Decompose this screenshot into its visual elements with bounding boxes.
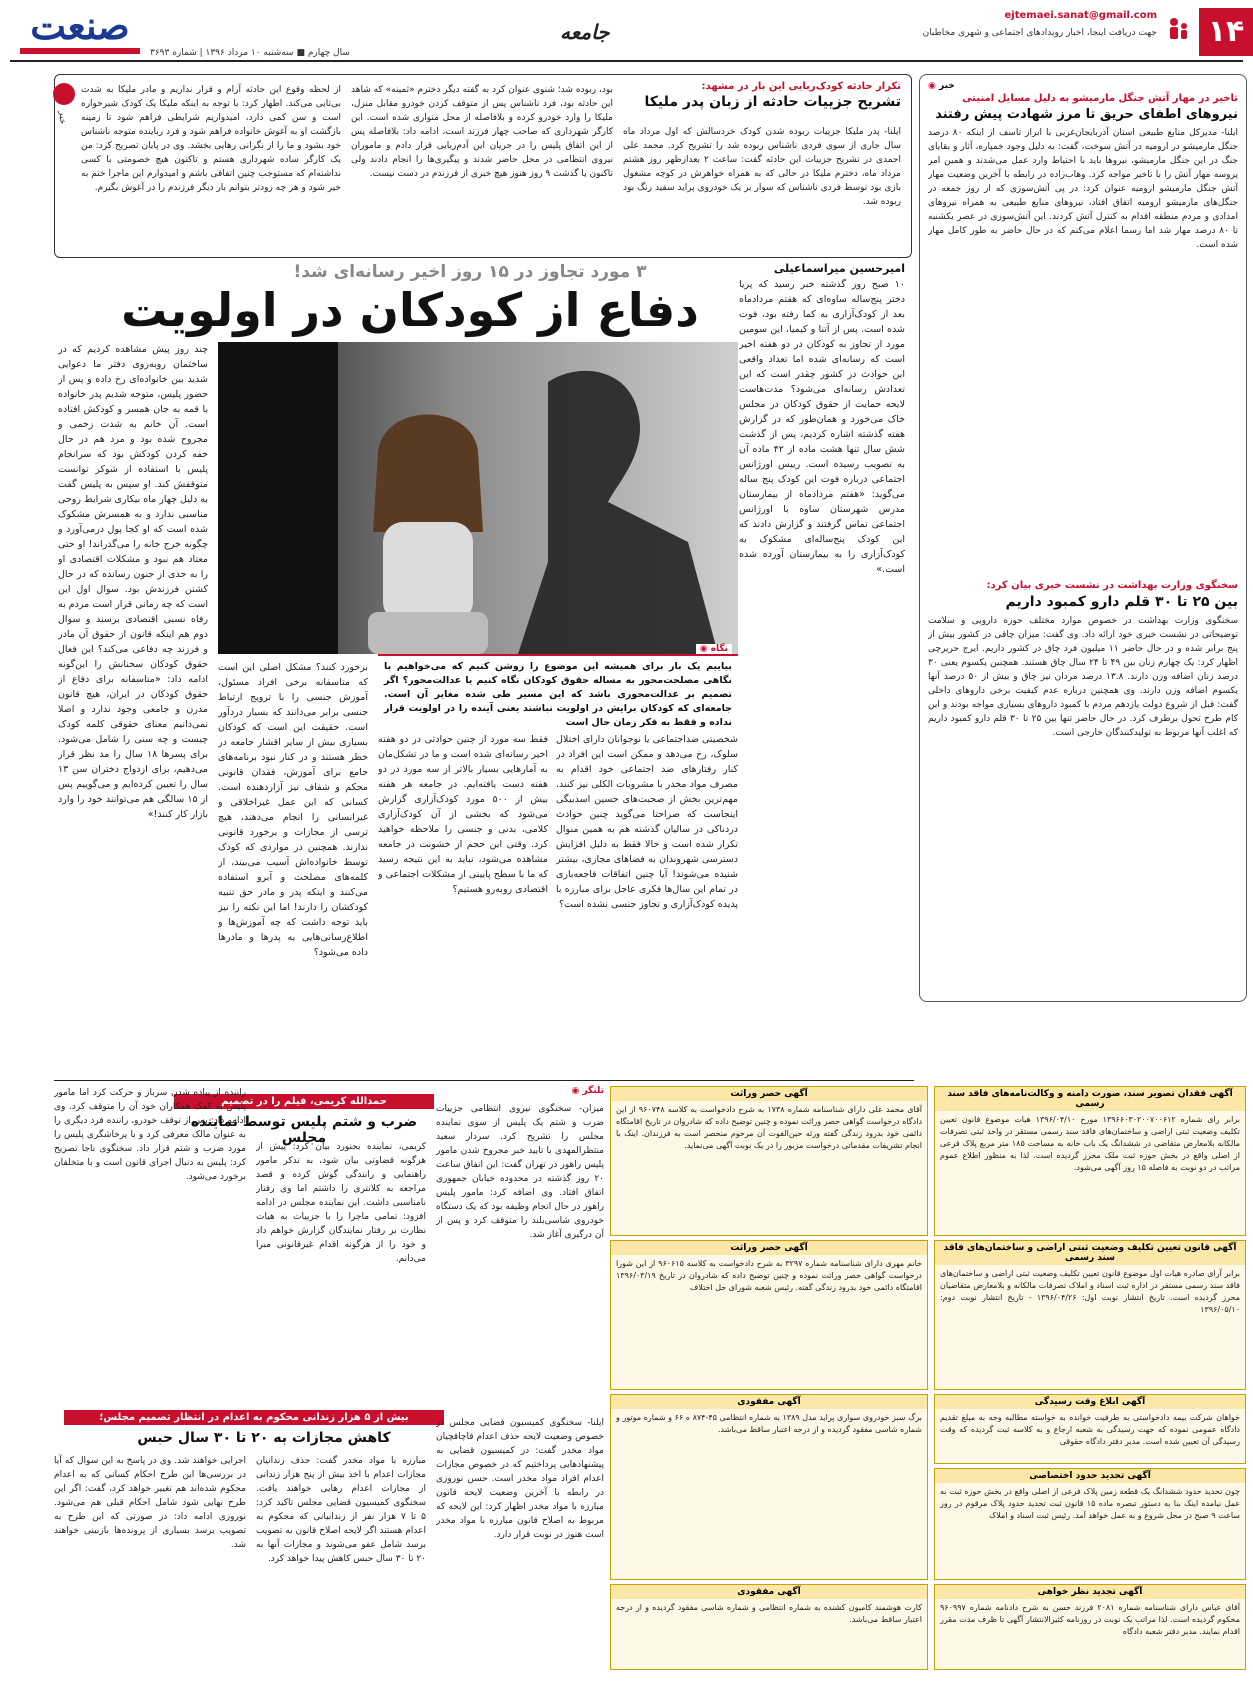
main-headline: دفاع از کودکان در اولویت (121, 283, 699, 337)
sidebar-second-body: سخنگوی وزارت بهداشت در خصوص موارد مختلف حوزه دارویی و سلامت توضیحاتی در نشست خبری خود ارائه داد. وی گفت: میزان چاقی در کشور بیش از پنج برابر شده و در حال حاضر ۱۱ میلیون فرد چاق در کشور داریم. ایرج حریرچی اظهار کرد: یک چهارم زنان بین ۴۹ تا ۲۴ سال چاق هستند. همچنین یکسوم یعنی ۳۰ درصد زنان اضافه وزن دارند. ۱۳.۸ درصد مردان نیز چاق و بیش از ۵۰ درصد آنها یکسوم اضافه وزن دارند. وی همچنین درباره عدم کیفیت برخی داروهای داخلی گفت: قبل از شروع دولت یازدهم مردم با کمبود داروهای بسیاری مواجه بودند و این کام طرح تحول برطرف کرد. در حال حاضر تنها بین ۲۵ تا ۳۰ قلم دارو کمبود داریم که اغلب آنها مربوط به تولیدکنندگان خارجی است. (928, 616, 1238, 738)
ad-title: آگهی حصر وراثت (611, 1241, 927, 1255)
news-icon: ◉ (928, 81, 936, 91)
ad-body: خانم مهری دارای شناسنامه شماره ۳۲۹۷ به شرح دادخواست به کلاسه ۹۶۰۶۱۵ از این شورا درخواست گواهی حصر وراثت نموده و چنین توضیح داده که شادروان در تاریخ ۱۳۹۶/۰۳/۱۹ اقامتگاه دائمی خود بدرود زندگی گفته. رئیس شعبه شورای حل اختلاف (616, 1259, 922, 1292)
header-email[interactable]: ejtemaei.sanat@gmail.com (1004, 10, 1157, 21)
top-news-box (54, 74, 912, 258)
main-photo (218, 342, 738, 654)
ad-body: آقای محمد علی دارای شناسنامه شماره ۱۷۳۸ به شرح دادخواست به کلاسه ۹۶۰۷۴۸ از این دادگاه درخواست گواهی حصر وراثت نموده و چنین توضیح داده که شادروان در تاریخ اقامتگاه دائمی خود بدرود زندگی گفته ورثه حین‌الفوت آن مرحوم منحصر است به فرزندان. اینک با انجام تشریفات مقدماتی درخواست مزبور را در یک نوبت آگهی می‌نماید. (616, 1105, 922, 1150)
story1-kicker: حمدالله کریمی، فیلم را در تصمیم (174, 1094, 434, 1109)
top-news-headline: تشریح جزییات حادثه از زبان پدر ملیکا (644, 94, 901, 110)
page-number-badge: ۱۴ (1199, 8, 1253, 56)
top-news-col3: از لحظه وقوع این حادثه آرام و قرار نداریم و مادر ملیکا به شدت بی‌تابی می‌کند. اظهار کرد: با توجه به اینکه ملیکا یک کودک شیرخواره است و سن کمی دارد، امیدواریم شرایطی فراهم شود تا زمینه بازگشت او به آغوش خانواده فراهم شود و فرد رباینده متوجه ناشناس خود بشود و ما را از نگرانی رهایی بخشد. وی در پایان تصریح کرد: من یک کارگر ساده شهرداری هستم و تاکنون هیچ خصومتی با کسی نداشته‌ام که مستوجب چنین اتفاقی باشم و امیدوارم این ماجرا ختم به خیر شود و هر چه زودتر بتوانم بار دیگر فرزندم را در آغوش بگیرم. (81, 85, 341, 193)
main-kicker: ۳ مورد تجاوز در ۱۵ روز اخیر رسانه‌ای شد! (293, 262, 647, 282)
ad-title: آگهی فقدان تصویر سند، صورت دامنه و وکالت‌نامه‌های فاقد سند رسمی (935, 1087, 1245, 1111)
eye-icon: ◉ (699, 644, 708, 654)
ad-box (934, 1468, 1246, 1580)
section-title: جامعه (560, 20, 610, 44)
main-byline-column (739, 262, 905, 952)
ads-section (610, 1086, 1246, 1676)
caption-label (696, 644, 732, 654)
story1-col2: کریمی، نماینده بجنورد بیان کرد: پیش از هرگونه قضاوتی بیان شود، به تذکر مامور راهنمایی و رانندگی گوش کرده و قصد مراجعه به کلانتری را داشتم اما وی رفتار نامناسبی داشت. این نماینده مجلس در ادامه افزود: تمامی ماجرا را با جزییات به هیات نظارت بر رفتار نمایندگان گزارش خواهم داد و خود را از هرگونه اقدام غیرقانونی مبرا می‌دانم. (256, 1142, 426, 1264)
sidebar-news (919, 74, 1247, 1002)
ad-box (934, 1240, 1246, 1390)
sidebar-headline: نیروهای اطفای حریق تا مرز شهادت پیش رفتند (935, 107, 1238, 122)
section-icon (1165, 16, 1191, 46)
ad-box (610, 1584, 928, 1670)
story1-col1: میزان- سخنگوی نیروی انتظامی جزییات ضرب و شتم یک پلیس از سوی نماینده مجلس را تشریح کرد. سردار سعید منتظرالمهدی با تایید خبر مجروح شدن مامور پلیس راهور در تهران گفت: این اتفاق ساعت ۲۰ روز گذشته در محدوده خیابان جمهوری اتفاق افتاد. وی اضافه کرد: مامور پلیس راهور در حال انجام وظیفه بود که یک دستگاه خودروی شاسی‌بلند را متوقف کرد و پس از آن درگیری آغاز شد. (436, 1104, 604, 1240)
story1-col3: راننده از پیاده شدن سرباز و حرکت کرد اما مامور پلیس به کمک همکاران خود آن را متوقف کرد. وی ادامه داد: پس از توقف خودرو، راننده فرد دیگری را به عنوان مالک معرفی کرد و با پرخاشگری پلیس را مورد ضرب و شتم قرار داد. سخنگوی ناجا تصریح کرد: پلیس به دنبال اجرای قانون است و با متخلفان برخورد می‌شود. (54, 1088, 246, 1182)
top-news-col2: بود، ربوده شد؛ شنوی عنوان کرد به گفته دیگر دخترم «ثمینه» که شاهد این حادثه بود، فرد ناشناس پس از متوقف کردن خودرو مقابل منزل، ملیکا را وارد خودرو کرده و بلافاصله از محل متواری شده است. این کارگر شهرداری که صاحب چهار فرزند است، ادامه داد: بلافاصله پس از این اتفاق پلیس را در جریان این آدم‌ربایی قرار دادم و ماموران نیروی انتظامی در محل حاضر شدند و پیگیری‌ها را انجام دادند ولی تاکنون یا گذشت ۹ روز هنوز هیچ خبری از فرزندم در دست نیست. (351, 85, 613, 179)
main-col-left-a: شخصیتی ضداجتماعی یا نوجوانان دارای اختلال سلوک، رخ می‌دهد و ممکن است این افراد در کنار رفتارهای ضد اجتماعی خود اقدام به مصرف مواد مخدر یا مشروبات الکلی نیز کنند. مهم‌ترین بخش از صحبت‌های حسین اسدبیگی اینجاست که صراحتا می‌گوید چنین حوادث دردناکی در سالیان گذشته هم به همین منوال تکرار شده است و حالا فقط به دلیل افزایش دسترسی شهروندان به فضاهای مجازی، بیشتر شنیده می‌شوند! آیا چنین اتفاقات فاجعه‌باری در تمام این سال‌ها فکری عاجل برای مبارزه با پدیده کودک‌آزاری و تجاوز جنسی نشده است؟ (556, 734, 738, 910)
sidebar-second-headline: بین ۲۵ تا ۳۰ قلم دارو کمبود داریم (1005, 594, 1238, 610)
newspaper-logo (20, 4, 140, 58)
ad-title: آگهی مفقودی (611, 1395, 927, 1409)
top-news-icon (53, 83, 75, 105)
ad-title: آگهی ابلاغ وقت رسیدگی (935, 1395, 1245, 1409)
ad-body: چون تحدید حدود ششدانگ یک قطعه زمین پلاک فرعی از اصلی واقع در بخش حوزه ثبت به عمل نیامده اینک بنا به دستور تبصره ماده ۱۵ قانون ثبت تحدید حدود پلاک مرقوم در روز ساعت ۹ صبح در محل شروع و به عمل خواهد آمد. رئیس ثبت اسناد و املاک (940, 1487, 1240, 1520)
ad-body: برابر رای شماره ۱۳۹۶۶۰۳۰۲۰۰۷۰۰۶۱۲ مورخ ۱۳۹۶/۰۴/۱۰ هیات موضوع قانون تعیین تکلیف وضعیت ثبتی اراضی و ساختمان‌های فاقد سند رسمی مستقر در واحد ثبتی تصرفات مالکانه بلامعارض متقاضی در ششدانگ یک باب خانه به مساحت ۱۸۵ متر مربع پلاک فرعی از اصلی واقع در بخش حوزه ثبت ملک محرز گردیده است. لذا به منظور اطلاع عموم مراتب در دو نوبت به فاصله ۱۵ روز آگهی می‌شود. (940, 1115, 1241, 1172)
header-tagline: جهت دریافت اینجا، اخبار رویدادهای اجتماعی و شهری مخاطبان (922, 28, 1157, 38)
ad-box (934, 1394, 1246, 1464)
ad-box (610, 1240, 928, 1390)
sidebar-body: ایلنا- مدیرکل منابع طبیعی استان آذربایجان‌غربی با ابراز تاسف از اینکه ۸۰ درصد جنگل مارمیشو در ارومیه در آتش سوخت، گفت: به دلیل وجود خمپاره، آثار و بقایای جنگ در این جنگل مارمیشو، نیروها باید با احتیاط وارد عمل می‌شدند و همین امر پروسه مهار آتش را با تاخیر مواجه کرد. وهاب‌زاده در رابطه با آخرین وضعیت مهار آتش جنگل مارمیشو ارومیه عنوان کرد: در پی آتش‌سوزی که از روز جمعه در جنگل‌های مارمیشو ارومیه اتفاق افتاد، نیروهای منابع طبیعی به همراه نیروهای امدادی و مردم منطقه اقدام به کنترل آتش کردند. این آتش‌سوزی در عصر یکشنبه تا ۸۰ درصد مهار شد اما رسما اعلام می‌کنم که در حال حاضر به طور کامل مهار شده است. (928, 128, 1238, 250)
story2-kicker: بیش از ۵ هزار زندانی محکوم به اعدام در انتظار تصمیم مجلس؛ (64, 1410, 444, 1425)
ad-body: آقای عباس دارای شناسنامه شماره ۲۰۸۱ فرزند حسن به شرح دادنامه شماره ۹۶۰۹۹۷ محکوم گردیده است. لذا مراتب یک نوبت در روزنامه کثیرالانتشار آگهی تا ظرف مدت مقرر اقدام نمایند. مدیر دفتر شعبه دادگاه (940, 1603, 1240, 1636)
story2-col3: اجرایی خواهند شد. وی در پاسخ به این سوال که آیا در بررسی‌ها این طرح احکام کسانی که به اعدام محکوم شده‌اند هم تغییر خواهد کرد، گفت: اگر این طرح نهایی شود شامل احکام قبلی هم می‌شود. نوروزی ادامه داد: در صورتی که این طرح به تصویب برسد بسیاری از پرونده‌ها بازبینی خواهند شد. (54, 1456, 246, 1550)
logo-text: صنعت (30, 3, 130, 48)
top-news-col1: ایلنا- پدر ملیکا جزییات ربوده شدن کودک خردسالش که اول مرداد ماه سال جاری از سوی فردی ناشناس ربوده شد را تشریح کرد. محمد علی احمدی در تشریح جزییات این حادثه گفت: ساعت ۲ بعدازظهر روز هشتم مرداد ماه، دخترم ملیکا در حالی که به همراه خواهرش در کوچه مشغول بازی بود توسط فردی ناشناس که سوار بر یک خودروی پراید سفید رنگ بود ربوده شد. (623, 127, 901, 207)
story2-col1: ایلنا- سخنگوی کمیسیون قضایی مجلس در خصوص وضعیت لایحه حذف اعدام قاچاقچیان مواد مخدر گفت: در کمیسیون قضایی به پیشنهادهایی پرداختیم که در خصوص مجازات اعدام افراد مواد مخدر است. حسن نوروزی در رابطه با آخرین وضعیت لایحه قانون مبارزه با مواد مخدر اظهار کرد: این لایحه که مربوط به اصلاح قانون مبارزه با مواد مخدر است هنوز در نوبت قرار دارد. (436, 1418, 604, 1540)
bell-icon: ◉ (571, 1086, 580, 1096)
ad-body: برابر آرای صادره هیات اول موضوع قانون تعیین تکلیف وضعیت ثبتی اراضی و ساختمان‌های فاقد سند رسمی مستقر در اداره ثبت اسناد و املاک تصرفات مالکانه و بلامعارض متقاضیان محرز گردیده است. تاریخ انتشار نوبت اول: ۱۳۹۶/۰۴/۲۶ - تاریخ انتشار نوبت دوم: ۱۳۹۶/۰۵/۱۰ (940, 1269, 1240, 1314)
sidebar-kicker: تاخیر در مهار آتش جنگل مارمیشو به دلیل مسایل امنیتی (962, 93, 1238, 104)
ad-title: آگهی تحدید حدود اختصاصی (935, 1469, 1245, 1483)
ad-box (934, 1584, 1246, 1670)
ad-box (610, 1394, 928, 1580)
ad-title: آگهی قانون تعیین تکلیف وضعیت ثبتی اراضی و ساختمان‌های فاقد سند رسمی (935, 1241, 1245, 1265)
top-news-side-label: خبر (57, 111, 67, 125)
ad-title: آگهی تجدید نظر خواهی (935, 1585, 1245, 1599)
caption-text: بیاییم یک بار برای همیشه این موضوع را روشن کنیم که می‌خواهیم با نگاهی مصلحت‌محور به مساله حقوق کودکان نگاه کنیم یا عدالت‌محور؟ اگر تصمیم بر عدالت‌محوری باشد که این مسیر طی شده مغایر آن است. جامعه‌ای که کودکان برایش در اولویت نباشند یعنی آینده را در اولویت قرار نداده و فقط به فکر زمان حال است (384, 661, 732, 728)
ad-title: آگهی حصر وراثت (611, 1087, 927, 1101)
ad-title: آگهی مفقودی (611, 1585, 927, 1599)
main-col-mid: برخورد کنند؟ مشکل اصلی این است که متاسفانه برخی افراد مسئول، آموزش جنسی را با ترویج ارتباط جنسی برابر می‌دانند که بسیار دردآور است. حقیقت این است که کودکان بسیاری بیش از سایر اقشار جامعه در خطر هستند و در کنار نبود برنامه‌های جامع برای آموزش، فقدان قانونی محکم و شفاف نیز آزاردهنده است. کسانی که این عمل غیراخلاقی و غیرانسانی را انجام می‌دهند، هیچ ترسی از مجازات و برخورد قانونی ندارند. همچنین در مواردی که کودک توسط خانواده‌اش آسیب می‌بیند، از کلمه‌های مصلحت و آبرو استفاده می‌کنند و اینکه پدر و مادر حق تنبیه کودکشان را دارند! اما این نکته را نیز باید توجه داشت که چه آموزش‌ها و اطلاع‌رسانی‌هایی به پدرها و مادرها داده می‌شود؟ (218, 662, 368, 958)
main-col-left-b: فقط سه مورد از چنین حوادثی در دو هفته اخیر رسانه‌ای شده است و ما در تشکل‌مان به آمارهایی بسیار بالاتر از سه مورد در دو هفته دست یافته‌ایم. در جامعه هر هفته بیش از ۵۰۰ مورد کودک‌آزاری گزارش می‌شود که بخشی از آن کودک‌آزاری کلامی، بدنی و جنسی را ملاحظه خواهید کرد. وقتی این حجم از خشونت در جامعه مشاهده می‌شود، نباید به این نتیجه رسید که ما با سطح پایینی از مشکلات اجتماعی و اقتصادی روبه‌رو هستیم؟ (378, 734, 548, 895)
ad-body: کارت هوشمند کامیون کشنده به شماره انتظامی و شماره شاسی مفقود گردیده و از درجه اعتبار ساقط می‌باشد. (616, 1603, 922, 1624)
sidebar-label-text: خبر (939, 81, 955, 91)
bottom-news-label (571, 1086, 604, 1096)
story2-headline: کاهش مجازات به ۲۰ تا ۳۰ سال حبس (137, 1430, 391, 1446)
main-col-right: چند روز پیش مشاهده کردیم که در ساختمان روبه‌روی دفتر ما دعوایی شدید بین خانواده‌ای رخ داده و پس از حضور پلیس، متوجه شدیم پدر خانواده با قمه به جان همسر و کودکش افتاده است. آن خانم به شدت زخمی و مجروح شده بود و مرد هم در حال خفه کردن کودکش بود که سرانجام پلیس با استفاده از شوکر توانست متوقفش کند. او سپس به پلیس گفت به دلیل چهار ماه بیکاری شرایط روحی مناسبی ندارد و به همسرش مشکوک شده است که او کجا پول درمی‌آورد و چگونه خرج خانه را می‌گذراند! او حتی معتاد هم نبود و مشکلات اقتصادی او را به حدی از جنون رسانده که در حال کشتن فرزندش بود. سوال اول این است که چه زمانی قرار است مردم به رفاه نسبی اقتصادی برسند و سوال دوم هم اینکه قانون از حقوق آن مادر و فرزند چه دفاعی می‌کند؟ این فعال حقوق کودکان سخنانش را این‌گونه ادامه داد: «متاسفانه برای دفاع از حقوق کودکان در ایران، هیچ قانون مدرن و جامعی وجود ندارد و اصلا نمی‌دانیم معنای حقوقی کلمه کودک چیست و چه سنی را شامل می‌شود. برای پسرها ۱۸ سال را مد نظر قرار می‌دهیم، برای ازدواج دختران سن ۱۳ سال را تعیین کرده‌ایم و می‌گوییم پس از ۱۵ سالگی هم می‌توانند خود را وارد بازار کار کنند!» (58, 344, 208, 820)
bottom-news (54, 1086, 604, 1674)
story1-headline: ضرب و شتم پلیس توسط نماینده مجلس (190, 1114, 418, 1146)
ad-box (934, 1086, 1246, 1236)
ad-box (610, 1086, 928, 1236)
main-byline: امیرحسین میراسماعیلی (773, 262, 905, 275)
sidebar-second-kicker: سخنگوی وزارت بهداشت در نشست خبری بیان کرد: (986, 580, 1238, 591)
ad-body: خواهان شرکت بیمه دادخواستی به طرفیت خوانده به خواسته مطالبه وجه به مبلغ تقدیم دادگاه عمومی نموده که جهت رسیدگی به شعبه ارجاع و به کلاسه ثبت گردیده که وقت رسیدگی آن تعیین شده است. مدیر دفتر دادگاه حقوقی (940, 1413, 1240, 1446)
top-news-kicker: تکرار حادثه کودک‌ربایی این بار در مشهد: (701, 81, 901, 92)
ad-body: برگ سبز خودروی سواری پراید مدل ۱۳۸۹ به شماره انتظامی ۴۵-۸۷۴ ه ۶۶ و شماره موتور و شماره شاسی مفقود گردیده و از درجه اعتبار ساقط می‌باشد. (616, 1413, 922, 1434)
story2-col2: مبارزه با مواد مخدر گفت: حذف زندانیان مجازات اعدام با اخذ بیش از پنج هزار زندانی از مجازات اعدام رهایی خواهند یافت. سخنگوی کمیسیون قضایی مجلس تاکید کرد: ۵ تا ۷ هزار نفر از زندانیانی که محکوم به اعدام هستند اگر لایحه اصلاح قانون به تصویب برسد شامل عفو می‌شوند و مجازات آنها به ۲۰ تا ۳۰ سال حبس کاهش پیدا خواهد کرد. (256, 1456, 426, 1564)
page-header (0, 0, 1253, 62)
caption-label-text: نگاه (710, 644, 728, 654)
sidebar-label (928, 81, 1238, 91)
main-byline-body: ۱۰ صبح روز گذشته خبر رسید که پریا دختر پنج‌ساله ساوه‌ای که هفتم مردادماه بعد از کودک‌آزاری به کما رفته بود، فوت شده است. پس از آتنا و کیمیا، این سومین مورد از تجاوز به کودکان در دو هفته اخیر است که رسانه‌ای شده اما تعداد واقعی این حوادث در کشور چقدر است که این تعدادش رسانه‌ای می‌شود؟ مدت‌هاست لایحه حمایت از حقوق کودکان در مجلس خاک می‌خورد و همان‌طور که در گزارش هفته گذشته اشاره کردیم، پس از گذشت شش سال تنها هشت ماده از ۴۲ ماده آن به تصویب رسیده است. رییس اورژانس اجتماعی درباره فوت این کودک پنج ساله می‌گوید: «هفتم مردادماه از بیمارستان مدرس شهرستان ساوه با اورژانس اجتماعی تماس گرفتند و گزارش دادند که این کودک پنج‌ساله‌ای مشکوک به کودک‌آزاری را به بیمارستان آورده شده است.» (739, 279, 905, 575)
photo-caption-box (378, 644, 738, 728)
masthead-info: سال چهارم ■ سه‌شنبه ۱۰ مرداد ۱۳۹۶ | شماره ۳۶۹۳ (150, 48, 350, 58)
bottom-news-label-text: تلنگر (582, 1086, 604, 1096)
